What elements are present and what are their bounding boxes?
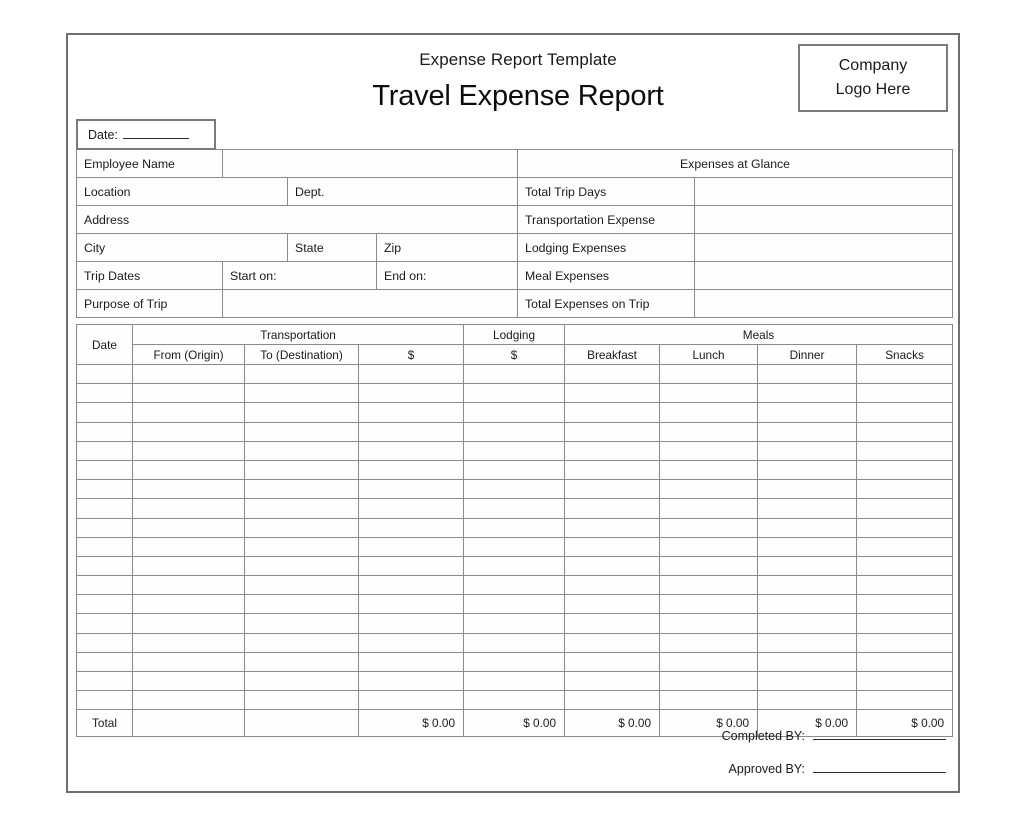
label-lodging-expenses: Lodging Expenses — [518, 234, 695, 262]
table-row — [77, 365, 953, 384]
completed-by-rule[interactable] — [813, 729, 946, 740]
cell-breakfast[interactable] — [565, 403, 660, 422]
cell-lodging-amount[interactable] — [464, 537, 565, 556]
cell-date[interactable] — [77, 365, 133, 384]
table-row — [77, 384, 953, 403]
col-header-to-destination: To (Destination) — [245, 345, 359, 365]
table-row — [77, 441, 953, 460]
cell-date[interactable] — [77, 499, 133, 518]
label-dept[interactable]: Dept. — [288, 178, 519, 206]
total-to-destination — [245, 710, 359, 737]
cell-lodging-amount[interactable] — [464, 614, 565, 633]
col-header-snacks: Snacks — [857, 345, 953, 365]
label-transportation-expense: Transportation Expense — [518, 206, 695, 234]
cell-dinner[interactable] — [758, 422, 857, 441]
expense-entries-table — [76, 324, 953, 737]
total-dinner: $ 0.00 — [758, 710, 857, 737]
cell-breakfast[interactable] — [565, 537, 660, 556]
value-purpose-of-trip[interactable] — [223, 290, 519, 318]
cell-lodging-amount[interactable] — [464, 365, 565, 384]
company-logo-line1: Company — [838, 57, 908, 74]
cell-from-origin[interactable] — [133, 460, 245, 479]
value-total-expenses-on-trip[interactable] — [695, 290, 953, 318]
value-lodging-expenses[interactable] — [695, 234, 953, 262]
col-header-dinner: Dinner — [758, 345, 857, 365]
cell-from-origin[interactable] — [133, 556, 245, 575]
cell-snacks[interactable] — [857, 537, 953, 556]
label-state[interactable]: State — [288, 234, 377, 262]
label-zip[interactable]: Zip — [377, 234, 519, 262]
employee-details-table — [76, 149, 519, 318]
cell-dinner[interactable] — [758, 365, 857, 384]
cell-from-origin[interactable] — [133, 480, 245, 499]
cell-lodging-amount[interactable] — [464, 441, 565, 460]
cell-dinner[interactable] — [758, 576, 857, 595]
cell-snacks[interactable] — [857, 365, 953, 384]
table-row — [77, 480, 953, 499]
cell-dinner[interactable] — [758, 460, 857, 479]
cell-to-destination[interactable] — [245, 518, 359, 537]
cell-from-origin[interactable] — [133, 499, 245, 518]
table-row — [77, 499, 953, 518]
cell-to-destination[interactable] — [245, 499, 359, 518]
cell-dinner[interactable] — [758, 652, 857, 671]
label-meal-expenses: Meal Expenses — [518, 262, 695, 290]
glance-row-total-trip-days — [518, 178, 953, 206]
expense-table-head — [77, 325, 953, 365]
date-input-rule[interactable] — [123, 129, 189, 139]
label-address[interactable]: Address — [77, 206, 519, 234]
cell-transportation-amount[interactable] — [359, 441, 464, 460]
cell-date[interactable] — [77, 441, 133, 460]
cell-to-destination[interactable] — [245, 460, 359, 479]
cell-snacks[interactable] — [857, 672, 953, 691]
table-row — [77, 403, 953, 422]
cell-lodging-amount[interactable] — [464, 672, 565, 691]
col-header-from-origin: From (Origin) — [133, 345, 245, 365]
cell-transportation-amount[interactable] — [359, 480, 464, 499]
cell-breakfast[interactable] — [565, 633, 660, 652]
label-total-trip-days: Total Trip Days — [518, 178, 695, 206]
cell-date[interactable] — [77, 537, 133, 556]
cell-date[interactable] — [77, 384, 133, 403]
label-city[interactable]: City — [77, 234, 288, 262]
col-group-header-transportation: Transportation — [133, 325, 464, 345]
cell-snacks[interactable] — [857, 384, 953, 403]
approved-by-label: Approved BY: — [728, 762, 805, 776]
approved-by-rule[interactable] — [813, 762, 946, 773]
cell-lodging-amount[interactable] — [464, 518, 565, 537]
cell-to-destination[interactable] — [245, 672, 359, 691]
cell-lodging-amount[interactable] — [464, 422, 565, 441]
cell-date[interactable] — [77, 652, 133, 671]
cell-transportation-amount[interactable] — [359, 576, 464, 595]
cell-lunch[interactable] — [660, 595, 758, 614]
cell-dinner[interactable] — [758, 384, 857, 403]
signature-area — [526, 729, 946, 795]
cell-lunch[interactable] — [660, 460, 758, 479]
label-end-on[interactable]: End on: — [377, 262, 519, 290]
company-logo-line2: Logo Here — [835, 81, 911, 98]
cell-breakfast[interactable] — [565, 460, 660, 479]
cell-transportation-amount[interactable] — [359, 518, 464, 537]
title-block — [248, 49, 788, 116]
cell-transportation-amount[interactable] — [359, 556, 464, 575]
total-lunch: $ 0.00 — [660, 710, 758, 737]
cell-to-destination[interactable] — [245, 595, 359, 614]
cell-date[interactable] — [77, 576, 133, 595]
glance-heading-row — [518, 150, 953, 178]
cell-lodging-amount[interactable] — [464, 384, 565, 403]
date-label: Date: — [88, 127, 118, 142]
glance-row-meal-expenses — [518, 262, 953, 290]
cell-snacks[interactable] — [857, 441, 953, 460]
cell-lunch[interactable] — [660, 576, 758, 595]
cell-date[interactable] — [77, 480, 133, 499]
cell-snacks[interactable] — [857, 422, 953, 441]
cell-date[interactable] — [77, 672, 133, 691]
cell-breakfast[interactable] — [565, 556, 660, 575]
table-row — [77, 672, 953, 691]
table-row — [77, 691, 953, 710]
cell-dinner[interactable] — [758, 614, 857, 633]
cell-date[interactable] — [77, 460, 133, 479]
cell-breakfast[interactable] — [565, 672, 660, 691]
cell-dinner[interactable] — [758, 595, 857, 614]
cell-lodging-amount[interactable] — [464, 403, 565, 422]
value-meal-expenses[interactable] — [695, 262, 953, 290]
cell-snacks[interactable] — [857, 403, 953, 422]
cell-lunch[interactable] — [660, 441, 758, 460]
cell-breakfast[interactable] — [565, 691, 660, 710]
cell-dinner[interactable] — [758, 441, 857, 460]
cell-from-origin[interactable] — [133, 633, 245, 652]
cell-breakfast[interactable] — [565, 614, 660, 633]
cell-transportation-amount[interactable] — [359, 537, 464, 556]
total-lodging: $ 0.00 — [464, 710, 565, 737]
cell-lodging-amount[interactable] — [464, 595, 565, 614]
cell-transportation-amount[interactable] — [359, 460, 464, 479]
cell-breakfast[interactable] — [565, 595, 660, 614]
label-employee-name: Employee Name — [77, 150, 223, 178]
cell-lodging-amount[interactable] — [464, 691, 565, 710]
cell-breakfast[interactable] — [565, 365, 660, 384]
total-snacks: $ 0.00 — [857, 710, 953, 737]
cell-from-origin[interactable] — [133, 672, 245, 691]
table-row — [77, 633, 953, 652]
col-group-header-lodging: Lodging — [464, 325, 565, 345]
cell-dinner[interactable] — [758, 633, 857, 652]
label-start-on[interactable]: Start on: — [223, 262, 377, 290]
cell-lunch[interactable] — [660, 422, 758, 441]
cell-breakfast[interactable] — [565, 576, 660, 595]
company-logo-placeholder[interactable] — [798, 44, 948, 112]
col-header-date: Date — [77, 325, 133, 365]
cell-to-destination[interactable] — [245, 403, 359, 422]
cell-dinner[interactable] — [758, 518, 857, 537]
cell-lodging-amount[interactable] — [464, 460, 565, 479]
cell-dinner[interactable] — [758, 480, 857, 499]
cell-dinner[interactable] — [758, 672, 857, 691]
table-row — [77, 576, 953, 595]
cell-to-destination[interactable] — [245, 576, 359, 595]
label-total-expenses-on-trip: Total Expenses on Trip — [518, 290, 695, 318]
col-header-lodging-amount: $ — [464, 345, 565, 365]
cell-transportation-amount[interactable] — [359, 633, 464, 652]
cell-to-destination[interactable] — [245, 441, 359, 460]
cell-transportation-amount[interactable] — [359, 595, 464, 614]
cell-snacks[interactable] — [857, 595, 953, 614]
col-header-breakfast: Breakfast — [565, 345, 660, 365]
cell-dinner[interactable] — [758, 556, 857, 575]
date-field-box[interactable] — [76, 119, 216, 150]
cell-snacks[interactable] — [857, 480, 953, 499]
info-row-city-state-zip — [77, 234, 519, 262]
cell-breakfast[interactable] — [565, 652, 660, 671]
cell-from-origin[interactable] — [133, 384, 245, 403]
cell-snacks[interactable] — [857, 633, 953, 652]
cell-from-origin[interactable] — [133, 691, 245, 710]
table-row — [77, 652, 953, 671]
trip-information-section — [76, 149, 952, 316]
table-row — [77, 595, 953, 614]
report-page-frame — [66, 33, 960, 793]
cell-from-origin[interactable] — [133, 422, 245, 441]
completed-by-row — [526, 729, 946, 743]
cell-dinner[interactable] — [758, 691, 857, 710]
cell-to-destination[interactable] — [245, 556, 359, 575]
value-total-trip-days[interactable] — [695, 178, 953, 206]
cell-dinner[interactable] — [758, 403, 857, 422]
cell-from-origin[interactable] — [133, 441, 245, 460]
cell-lunch[interactable] — [660, 499, 758, 518]
cell-from-origin[interactable] — [133, 365, 245, 384]
cell-lunch[interactable] — [660, 672, 758, 691]
page-title: Travel Expense Report — [372, 80, 664, 112]
total-label: Total — [77, 710, 133, 737]
cell-date[interactable] — [77, 614, 133, 633]
cell-lunch[interactable] — [660, 480, 758, 499]
cell-lunch[interactable] — [660, 633, 758, 652]
cell-lunch[interactable] — [660, 537, 758, 556]
table-row — [77, 537, 953, 556]
cell-to-destination[interactable] — [245, 365, 359, 384]
cell-dinner[interactable] — [758, 537, 857, 556]
cell-date[interactable] — [77, 422, 133, 441]
label-purpose-of-trip: Purpose of Trip — [77, 290, 223, 318]
cell-snacks[interactable] — [857, 556, 953, 575]
info-row-trip-dates — [77, 262, 519, 290]
info-row-purpose-of-trip — [77, 290, 519, 318]
cell-breakfast[interactable] — [565, 384, 660, 403]
cell-dinner[interactable] — [758, 499, 857, 518]
cell-lodging-amount[interactable] — [464, 652, 565, 671]
cell-to-destination[interactable] — [245, 480, 359, 499]
cell-from-origin[interactable] — [133, 576, 245, 595]
table-row — [77, 460, 953, 479]
expense-sub-header-row — [77, 345, 953, 365]
label-trip-dates: Trip Dates — [77, 262, 223, 290]
cell-to-destination[interactable] — [245, 422, 359, 441]
cell-transportation-amount[interactable] — [359, 614, 464, 633]
cell-snacks[interactable] — [857, 614, 953, 633]
cell-date[interactable] — [77, 518, 133, 537]
info-row-location-dept — [77, 178, 519, 206]
cell-transportation-amount[interactable] — [359, 672, 464, 691]
cell-to-destination[interactable] — [245, 691, 359, 710]
total-transportation: $ 0.00 — [359, 710, 464, 737]
cell-from-origin[interactable] — [133, 403, 245, 422]
cell-snacks[interactable] — [857, 691, 953, 710]
cell-from-origin[interactable] — [133, 518, 245, 537]
col-header-transportation-amount: $ — [359, 345, 464, 365]
cell-lunch[interactable] — [660, 652, 758, 671]
cell-snacks[interactable] — [857, 652, 953, 671]
label-location: Location — [77, 178, 288, 206]
cell-breakfast[interactable] — [565, 518, 660, 537]
cell-transportation-amount[interactable] — [359, 691, 464, 710]
cell-to-destination[interactable] — [245, 537, 359, 556]
glance-row-transportation-expense — [518, 206, 953, 234]
completed-by-label: Completed BY: — [721, 729, 805, 743]
info-row-address — [77, 206, 519, 234]
value-transportation-expense[interactable] — [695, 206, 953, 234]
cell-from-origin[interactable] — [133, 614, 245, 633]
cell-date[interactable] — [77, 691, 133, 710]
cell-date[interactable] — [77, 633, 133, 652]
cell-lodging-amount[interactable] — [464, 499, 565, 518]
cell-transportation-amount[interactable] — [359, 422, 464, 441]
cell-transportation-amount[interactable] — [359, 499, 464, 518]
cell-transportation-amount[interactable] — [359, 652, 464, 671]
cell-lodging-amount[interactable] — [464, 480, 565, 499]
cell-lodging-amount[interactable] — [464, 633, 565, 652]
total-from-origin — [133, 710, 245, 737]
cell-breakfast[interactable] — [565, 441, 660, 460]
cell-from-origin[interactable] — [133, 595, 245, 614]
cell-to-destination[interactable] — [245, 384, 359, 403]
cell-lunch[interactable] — [660, 384, 758, 403]
cell-lunch[interactable] — [660, 691, 758, 710]
info-row-employee-name — [77, 150, 519, 178]
value-employee-name[interactable] — [223, 150, 519, 178]
cell-snacks[interactable] — [857, 518, 953, 537]
table-row — [77, 518, 953, 537]
cell-date[interactable] — [77, 595, 133, 614]
cell-lunch[interactable] — [660, 365, 758, 384]
glance-row-total-expenses-on-trip — [518, 290, 953, 318]
col-header-lunch: Lunch — [660, 345, 758, 365]
cell-lunch[interactable] — [660, 614, 758, 633]
expenses-at-glance-table — [517, 149, 953, 318]
cell-transportation-amount[interactable] — [359, 384, 464, 403]
cell-breakfast[interactable] — [565, 499, 660, 518]
col-group-header-meals: Meals — [565, 325, 953, 345]
total-breakfast: $ 0.00 — [565, 710, 660, 737]
cell-breakfast[interactable] — [565, 480, 660, 499]
cell-transportation-amount[interactable] — [359, 403, 464, 422]
approved-by-row — [526, 762, 946, 776]
cell-date[interactable] — [77, 403, 133, 422]
cell-lodging-amount[interactable] — [464, 576, 565, 595]
cell-from-origin[interactable] — [133, 652, 245, 671]
expense-table-body — [77, 365, 953, 710]
template-label: Expense Report Template — [419, 50, 617, 69]
table-row — [77, 556, 953, 575]
cell-from-origin[interactable] — [133, 537, 245, 556]
cell-to-destination[interactable] — [245, 614, 359, 633]
cell-to-destination[interactable] — [245, 652, 359, 671]
cell-lunch[interactable] — [660, 556, 758, 575]
cell-lodging-amount[interactable] — [464, 556, 565, 575]
expense-group-header-row — [77, 325, 953, 345]
cell-lunch[interactable] — [660, 518, 758, 537]
table-row — [77, 422, 953, 441]
table-row — [77, 614, 953, 633]
cell-snacks[interactable] — [857, 499, 953, 518]
glance-row-lodging-expenses — [518, 234, 953, 262]
cell-date[interactable] — [77, 556, 133, 575]
cell-snacks[interactable] — [857, 576, 953, 595]
cell-to-destination[interactable] — [245, 633, 359, 652]
cell-lunch[interactable] — [660, 403, 758, 422]
cell-snacks[interactable] — [857, 460, 953, 479]
expenses-at-glance-heading: Expenses at Glance — [518, 150, 953, 178]
cell-transportation-amount[interactable] — [359, 365, 464, 384]
cell-breakfast[interactable] — [565, 422, 660, 441]
